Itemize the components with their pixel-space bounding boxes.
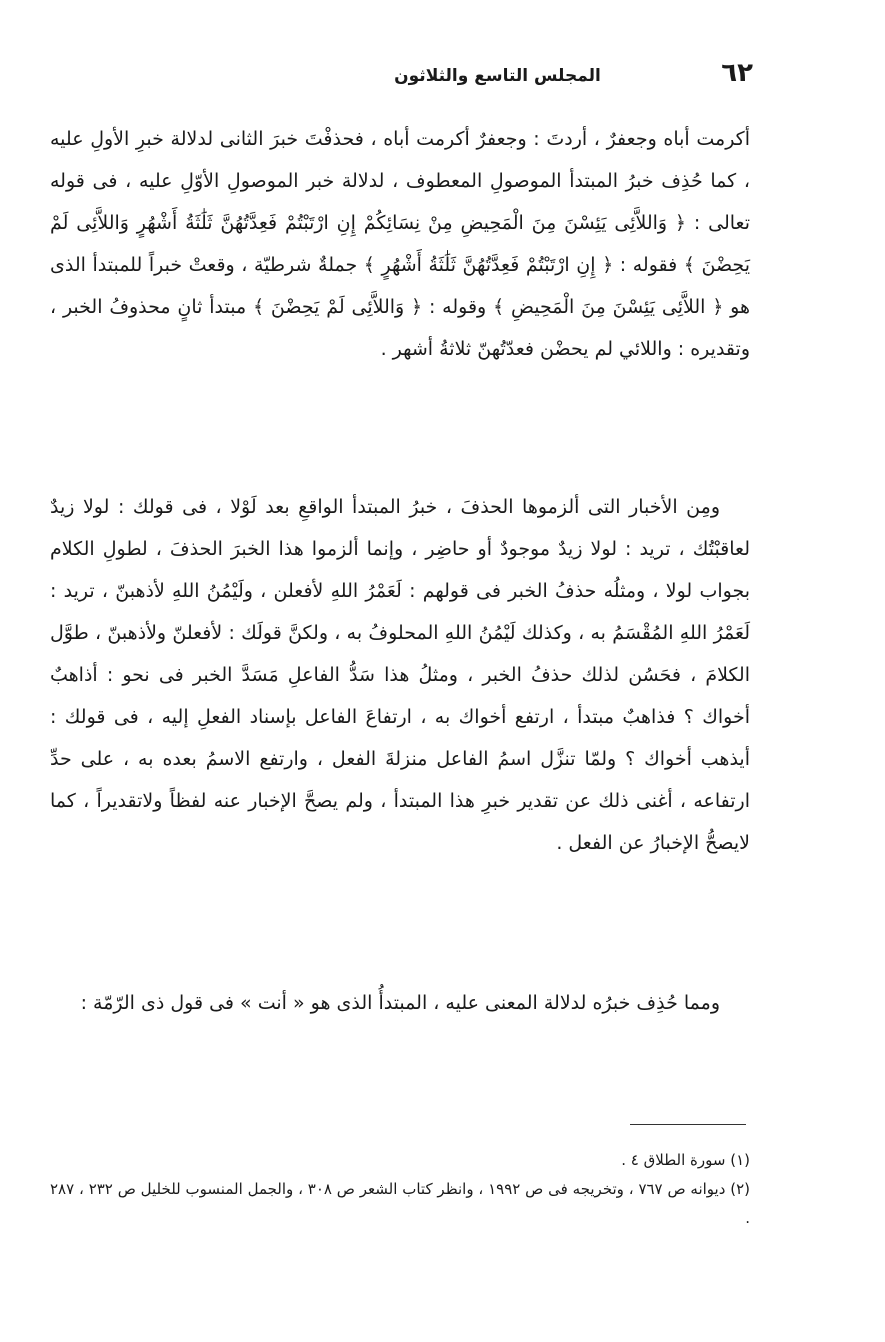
paragraph-text: أكرمت أباه وجعفرٌ ، أردتَ : وجعفرٌ أكرمت أباه ، فحذفْتَ خبرَ الثانى لدلالة خبرِ الأولِ عليه ، كما حُذِف خبرُ المبتدأ الموصولِ المعطوف ، لدلالة خبر الموصولِ الأوّلِ عليه ، فى قوله تعالى : ﴿ وَاللاَّئِى يَئِسْنَ مِنَ الْمَحِيضِ مِنْ نِسَائِكُمْ إِنِ ارْتَبْتُمْ فَعِدَّتُهُنَّ ثَلَٰثَةُ أَشْهُرٍ وَاللاَّئِى لَمْ يَحِضْنَ ﴾ فقوله : ﴿ إِنِ ارْتَبْتُمْ فَعِدَّتُهُنَّ ثَلَٰثَةُ أَشْهُرٍ ﴾ جملةٌ شرطيّة ، وقعتْ خبراً للمبتدأ الذى هو ﴿ اللاَّئِى يَئِسْنَ مِنَ الْمَحِيضِ ﴾ وقوله : ﴿ وَاللاَّئِى لَمْ يَحِضْنَ ﴾ مبتدأ ثانٍ محذوفُ الخبر ، وتقديره : واللائي لم يحضْن فعدّتُهنّ ثلاثةُ أشهر . [50,128,750,360]
paragraph-text: ومما حُذِف خبرُه لدلالة المعنى عليه ، المبتدأُ الذى هو « أنت » فى قول ذى الرّمّة : [80,992,720,1014]
paragraph-1 [50,118,750,370]
paragraph-2 [50,486,750,864]
footnotes [50,1146,750,1233]
chapter-title: المجلس التاسع والثلاثون [394,66,601,86]
paragraph-3 [50,982,750,1024]
footnote-2: (٢) ديوانه ص ٧٦٧ ، وتخريجه فى ص ١٩٩٢ ، وانظر كتاب الشعر ص ٣٠٨ ، والجمل المنسوب للخليل ص ٢٣٢ ، ٢٨٧ . [50,1180,751,1227]
paragraph-text: ومِن الأخبار التى ألزموها الحذفَ ، خبرُ المبتدأ الواقعِ بعد لَوْلا ، فى قولك : لولا زيدٌ لعاقبْتُك ، تريد : لولا زيدٌ موجودٌ أو حاضِر ، وإنما ألزموا هذا الخبرَ الحذفَ ، لطولِ الكلام بجواب لولا ، ومثلُه حذفُ الخبر فى قولهم : لَعَمْرُ اللهِ لأفعلن ، ولَيْمُنُ اللهِ لأذهبنّ ، تريد : لَعَمْرُ اللهِ المُقْسَمُ به ، وكذلك لَيْمُنُ اللهِ المحلوفُ به ، ولكنَّ قولَك : لأفعلنّ ولأذهبنّ ، طوَّل الكلامَ ، فحَسُن لذلك حذفُ الخبر ، ومثلُ هذا سَدُّ الفاعلِ مَسَدَّ الخبر فى نحو : أذاهبٌ أخواك ؟ فذاهبٌ مبتدأ ، ارتفع أخواك به ، ارتفاعَ الفاعل بإسناد الفعلِ إليه ، فى قولك : أيذهب أخواك ؟ ولمّا تنزَّل اسمُ الفاعل منزلةَ الفعل ، وارتفع الاسمُ بعده به ، على حدِّ ارتفاعه ، أغنى ذلك عن تقدير خبرِ هذا المبتدأ ، ولم يصحَّ الإخبار عنه لفظاً ولاتقديراً ، كما لايصحُّ الإخبارُ عن الفعل . [50,496,750,854]
running-header [60,58,825,98]
footnote-separator [630,1124,746,1125]
page-number: ٦٢ [721,58,753,88]
footnote-1: (١) سورة الطلاق ٤ . [621,1151,750,1169]
